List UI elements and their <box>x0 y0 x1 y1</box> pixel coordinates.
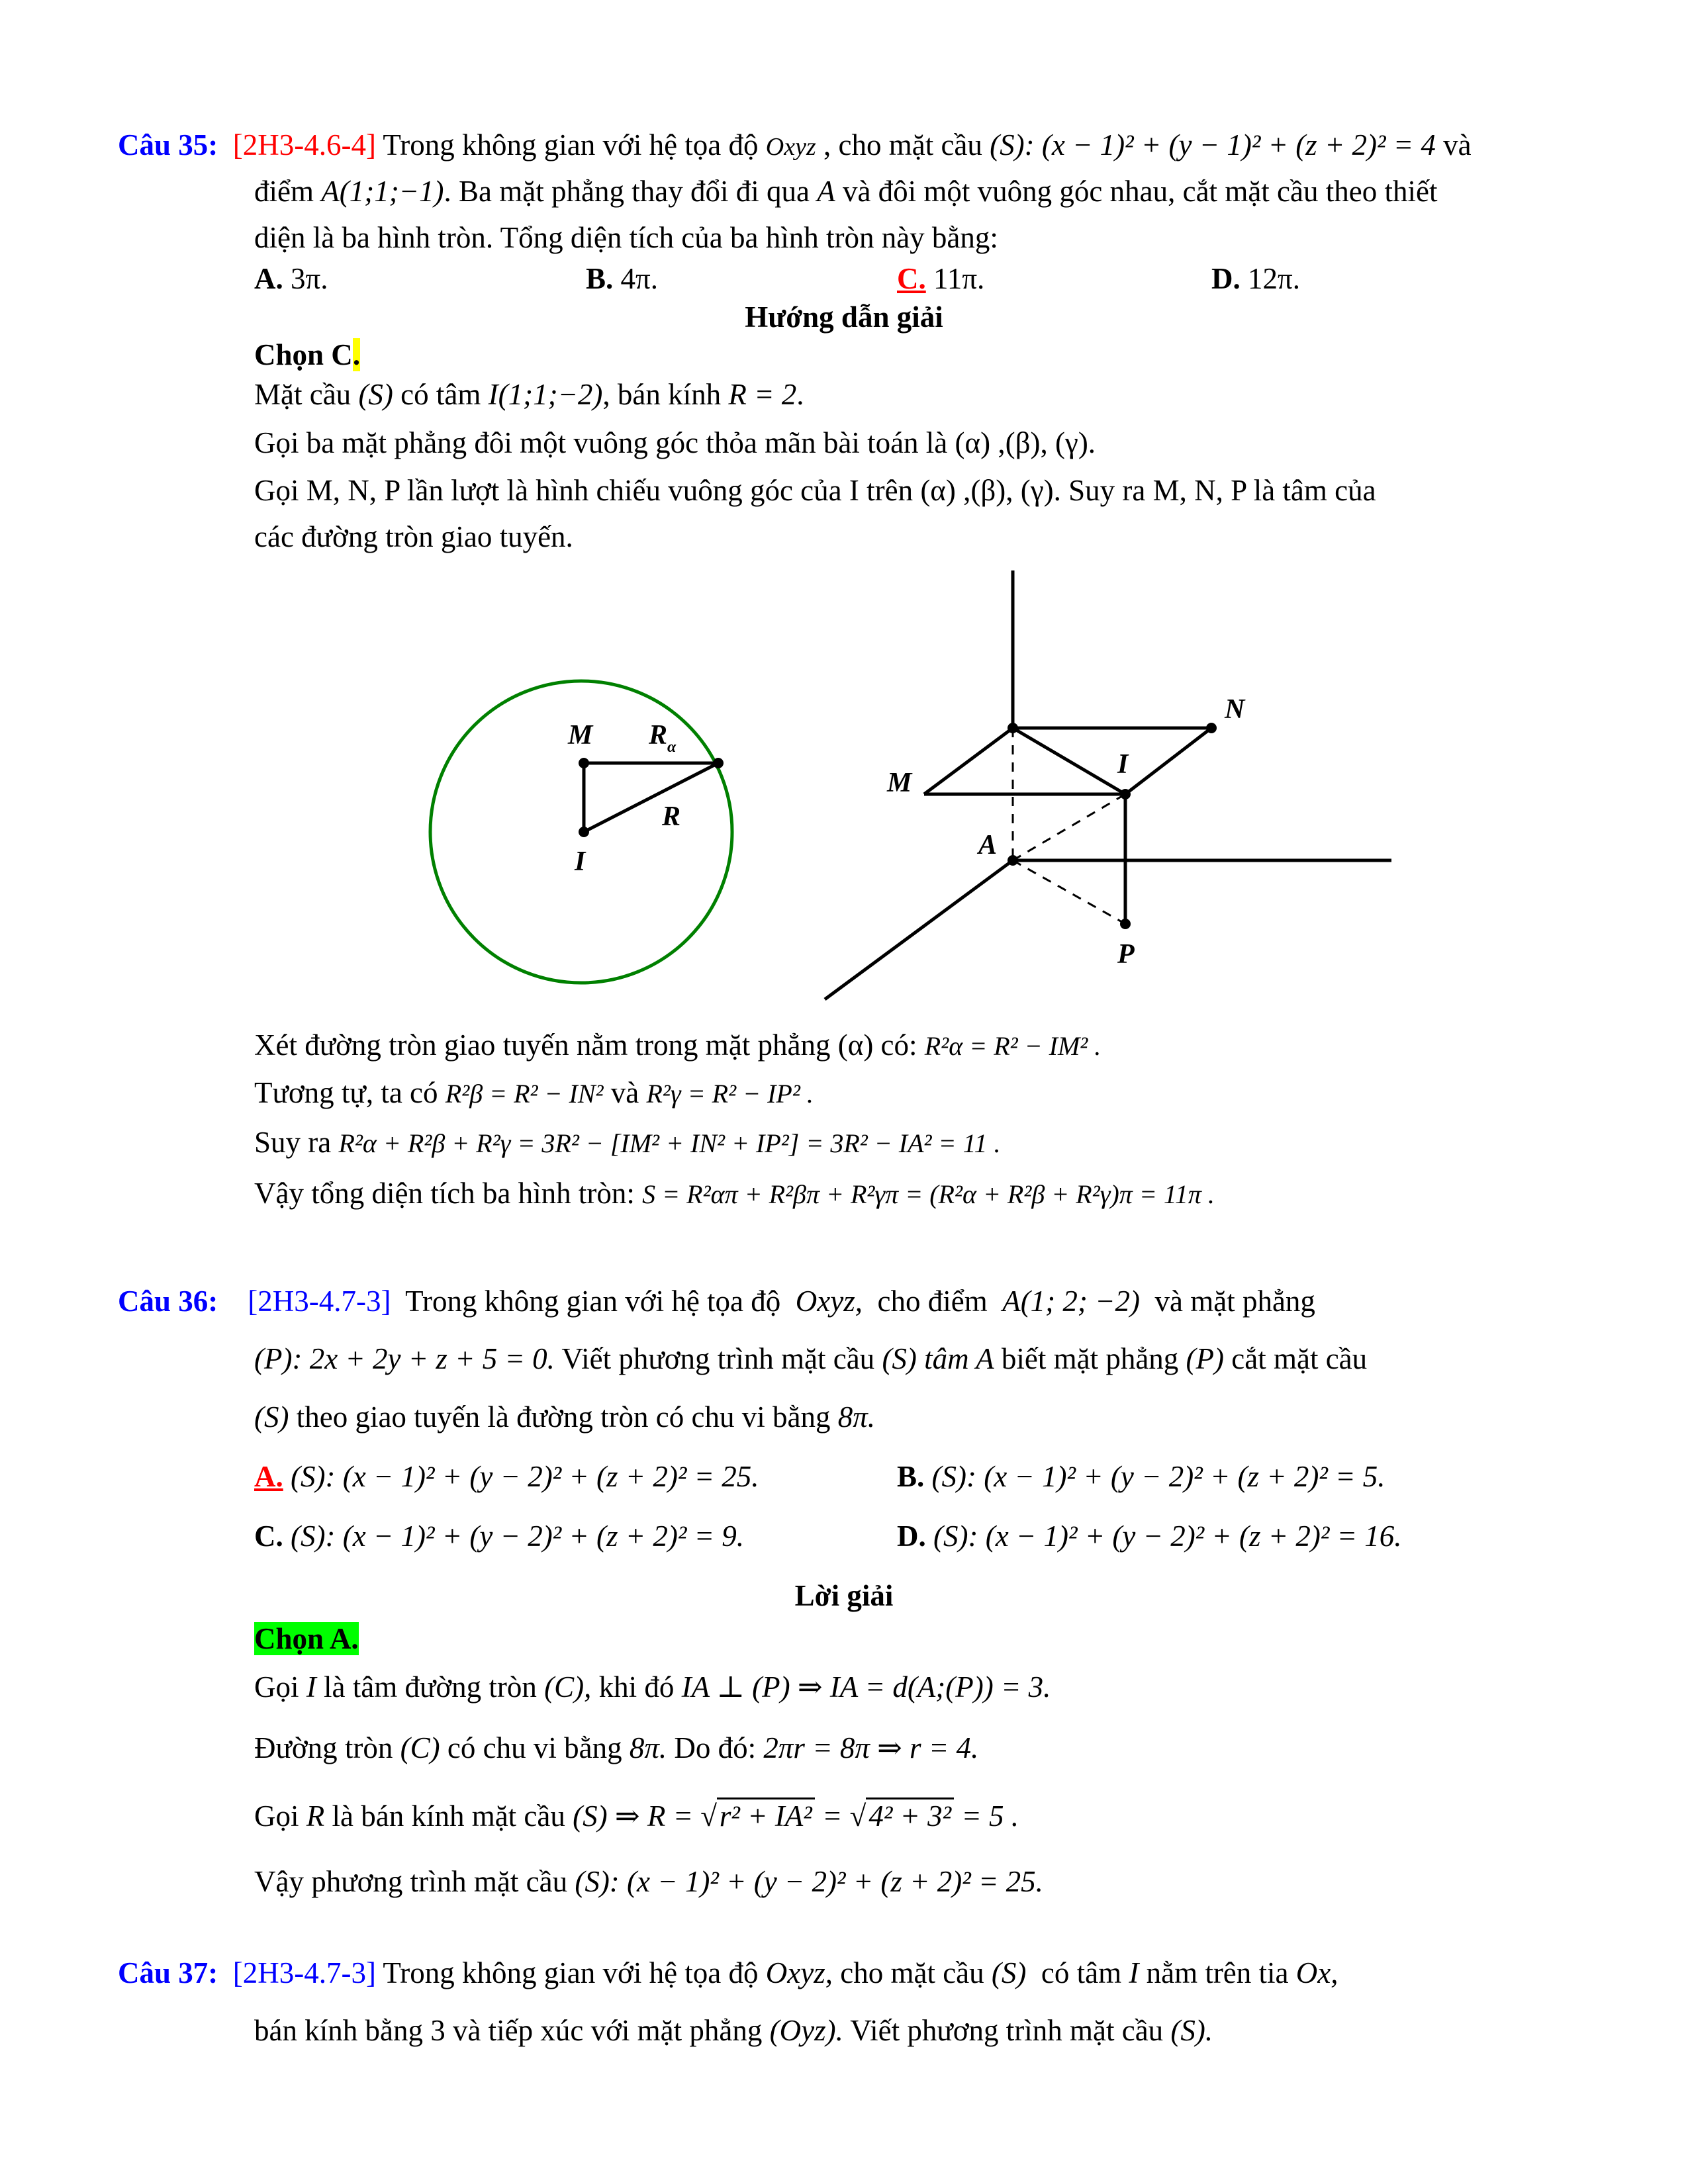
q37-text: có tâm <box>1041 1956 1122 1989</box>
q36-math: (S) <box>882 1342 917 1375</box>
q36-text: là bán kính mặt cầu <box>332 1799 565 1833</box>
option-value: (S): (x − 1)² + (y − 2)² + (z + 2)² = 9. <box>291 1520 744 1553</box>
q36-text: và mặt phẳng <box>1154 1285 1315 1318</box>
option-key-correct: A. <box>254 1460 283 1493</box>
q36-math: ⇒ R = <box>614 1799 693 1833</box>
q37-line2 <box>254 2010 1213 2052</box>
q37-text: cho mặt cầu <box>840 1956 984 1989</box>
label-i2: I <box>1117 749 1129 780</box>
q36-text: khi đó <box>598 1670 675 1704</box>
option-value: (S): (x − 1)² + (y − 2)² + (z + 2)² = 5. <box>931 1460 1385 1493</box>
q35-sol4: các đường tròn giao tuyến. <box>254 520 573 553</box>
segment-n-i <box>1125 728 1211 794</box>
label-r: R <box>662 801 681 832</box>
q36-math: (S) <box>254 1400 289 1433</box>
q36-sol3: Gọi R là bán kính mặt cầu (S) ⇒ R = √r² + IA² = √4² + 3² = 5 . <box>254 1796 1019 1837</box>
q35-radius: R = 2 <box>728 378 797 411</box>
q35-math: R²α + R²β + R²γ = 3R² − [IM² + IN² + IP²] = 3R² − IA² = 11 . <box>338 1128 1001 1158</box>
option-value: 4π. <box>620 262 658 295</box>
q37-math: (S). <box>1170 2014 1213 2047</box>
q35-text: Trong không gian với hệ tọa độ <box>383 128 759 161</box>
q35-text: và <box>1443 128 1472 161</box>
q36-sol4 <box>254 1861 1043 1903</box>
q36-line3 <box>254 1396 875 1438</box>
q35-figure <box>0 0 1688 1032</box>
axis-diagonal <box>825 860 1013 999</box>
q36-sol2 <box>254 1727 978 1769</box>
q36-math: tâm A <box>924 1342 994 1375</box>
q36-text: biết mặt phẳng <box>1001 1342 1179 1375</box>
q35-math: S = R²απ + R²βπ + R²γπ = (R²α + R²β + R²γ)π = 11π . <box>642 1179 1215 1209</box>
option-key: B. <box>897 1460 925 1493</box>
q35-sol3: Gọi M, N, P lần lượt là hình chiếu vuông góc của I trên (α) ,(β), (γ). Suy ra M, N, P là tâm của <box>254 474 1376 507</box>
q36-math: I <box>306 1670 316 1704</box>
q36-text: cho điểm <box>877 1285 988 1318</box>
segment-top-i <box>1013 728 1125 794</box>
q36-tag: [2H3-4.7-3] <box>248 1285 391 1318</box>
q35-line3: diện là ba hình tròn. Tổng diện tích của ba hình tròn này bằng: <box>254 221 998 254</box>
q35-text: Mặt cầu <box>254 378 352 411</box>
option-value: (S): (x − 1)² + (y − 2)² + (z + 2)² = 16. <box>933 1520 1402 1553</box>
q36-option-d <box>897 1516 1402 1557</box>
q35-guide-title: Hướng dẫn giải <box>745 300 943 334</box>
choose-text: Chọn C. <box>254 338 361 371</box>
q37-line1 <box>118 1952 1338 1994</box>
q36-line1 <box>118 1281 1315 1322</box>
q36-choose <box>254 1618 359 1660</box>
choose-text: Chọn A. <box>254 1622 359 1655</box>
option-key: B. <box>586 262 614 295</box>
q36-math: (C), <box>544 1670 592 1704</box>
q35-sol2: Gọi ba mặt phẳng đôi một vuông góc thỏa mãn bài toán là (α) ,(β), (γ). <box>254 426 1096 459</box>
option-key: A. <box>254 262 283 295</box>
q35-text: Xét đường tròn giao tuyến nằm trong mặt phẳng (α) có: <box>254 1028 917 1062</box>
q36-text: Viết phương trình mặt cầu <box>561 1342 875 1375</box>
option-value: 12π. <box>1248 262 1300 295</box>
q37-label: Câu 37: <box>118 1956 218 1989</box>
point-edge-dot <box>713 758 724 768</box>
label-p: P <box>1117 939 1135 970</box>
q35-text: Suy ra <box>254 1126 332 1159</box>
q35-math: R²α = R² − IM² . <box>924 1031 1102 1061</box>
label-a: A <box>978 830 998 860</box>
q35-point-a: A(1;1;−1) <box>321 175 444 208</box>
q36-math: (S) <box>573 1799 608 1833</box>
q35-math: R²γ = R² − IP² . <box>646 1079 814 1109</box>
segment-top-m <box>924 728 1013 794</box>
q35-text: . <box>796 378 804 411</box>
q36-text: Đường tròn <box>254 1731 393 1764</box>
q35-text: Tương tự, ta có <box>254 1076 438 1109</box>
point-m-dot <box>579 758 589 768</box>
q36-text: Do đó: <box>674 1731 757 1764</box>
option-key: D. <box>1211 262 1241 295</box>
q36-plane: (P): 2x + 2y + z + 5 = 0. <box>254 1342 555 1375</box>
q36-text: có chu vi bằng <box>447 1731 622 1764</box>
q36-text: Gọi <box>254 1670 299 1704</box>
q36-oxyz: Oxyz, <box>795 1285 863 1318</box>
q35-oxyz: Oxyz <box>765 133 816 161</box>
q37-text: Viết phương trình mặt cầu <box>850 2014 1164 2047</box>
q36-line2 <box>254 1338 1367 1380</box>
q36-text: Vậy phương trình mặt cầu <box>254 1865 568 1898</box>
label-m2: M <box>887 768 912 798</box>
dashed-a-p <box>1013 860 1125 924</box>
choose-highlight: . <box>352 338 361 371</box>
point-n-dot <box>1206 723 1217 733</box>
q37-math: I <box>1129 1956 1139 1989</box>
q36-sol1 <box>254 1666 1051 1708</box>
q35-sol5 <box>254 1024 1101 1066</box>
q35-point-label: A <box>817 175 835 208</box>
dashed-a-i <box>1013 794 1125 860</box>
q37-math: (Oyz). <box>769 2014 843 2047</box>
option-value: (S): (x − 1)² + (y − 2)² + (z + 2)² = 25. <box>291 1460 759 1493</box>
q36-math: = <box>821 1799 843 1833</box>
q37-tag: [2H3-4.7-3] <box>232 1956 376 1989</box>
q37-text: và tiếp xúc với mặt phẳng <box>452 2014 763 2047</box>
q37-math: 3 <box>430 2014 445 2047</box>
q35-text: , cho mặt cầu <box>823 128 982 161</box>
q36-math: 8π. <box>837 1400 876 1433</box>
q35-math: R²β = R² − IN² <box>445 1079 604 1109</box>
option-key-correct: C. <box>897 262 926 295</box>
point-p-dot <box>1120 919 1131 929</box>
q36-math: (P) <box>1186 1342 1225 1375</box>
q37-oxyz: Oxyz, <box>765 1956 833 1989</box>
q35-sol6 <box>254 1072 814 1114</box>
point-top-dot <box>1008 723 1018 733</box>
q36-option-a <box>254 1456 759 1498</box>
q35-text: , bán kính <box>602 378 722 411</box>
q36-math: 8π. <box>629 1731 667 1764</box>
option-value: 3π. <box>291 262 328 295</box>
q36-label: Câu 36: <box>118 1285 218 1318</box>
q37-math: Ox, <box>1295 1956 1338 1989</box>
q35-math: (S) <box>358 378 393 411</box>
q36-text: là tâm đường tròn <box>324 1670 537 1704</box>
q35-label: Câu 35: <box>118 128 218 161</box>
label-i: I <box>575 846 586 877</box>
option-value: 11π. <box>933 262 985 295</box>
q36-solution-title: Lời giải <box>794 1579 894 1612</box>
q35-text: có tâm <box>400 378 481 411</box>
q35-tag: [2H3-4.6-4] <box>232 128 376 161</box>
q36-math: (C) <box>400 1731 440 1764</box>
q35-text: điểm <box>254 175 314 208</box>
label-m: M <box>568 720 593 751</box>
q36-sqrt-term: r² + IA² <box>717 1797 815 1833</box>
q36-text: theo giao tuyến là đường tròn có chu vi bằng <box>296 1400 831 1433</box>
q36-math: IA ⊥ (P) ⇒ IA = d(A;(P)) = 3. <box>681 1670 1051 1704</box>
q35-sol8 <box>254 1173 1215 1214</box>
q36-math: R <box>306 1799 325 1833</box>
q35-sphere-equation: (S): (x − 1)² + (y − 1)² + (z + 2)² = 4 <box>990 128 1436 161</box>
q36-text: Gọi <box>254 1799 299 1833</box>
q37-text: bán kính bằng <box>254 2014 423 2047</box>
q36-text: Trong không gian với hệ tọa độ <box>405 1285 781 1318</box>
q36-math: (S): <box>575 1865 620 1898</box>
option-key: D. <box>897 1520 926 1553</box>
point-i-dot <box>579 827 589 837</box>
q35-text: . Ba mặt phẳng thay đổi đi qua <box>444 175 810 208</box>
q35-text: và đôi một vuông góc nhau, cắt mặt cầu theo thiết <box>842 175 1438 208</box>
q37-text: Trong không gian với hệ tọa độ <box>383 1956 759 1989</box>
q36-option-c <box>254 1516 744 1557</box>
q36-math: 2πr = 8π ⇒ r = 4. <box>763 1731 979 1764</box>
point-i2-dot <box>1120 789 1131 799</box>
label-alpha-sub: α <box>667 739 677 756</box>
q36-point: A(1; 2; −2) <box>1002 1285 1140 1318</box>
q35-text: Vậy tổng diện tích ba hình tròn: <box>254 1177 635 1210</box>
point-a-dot <box>1008 855 1018 866</box>
q35-sol7 <box>254 1122 1001 1163</box>
q35-text: và <box>610 1076 639 1109</box>
option-key: C. <box>254 1520 283 1553</box>
q36-option-b <box>897 1456 1385 1498</box>
q37-math: (S) <box>991 1956 1027 1989</box>
q37-text: nằm trên tia <box>1146 1956 1289 1989</box>
q36-sqrt-term: 4² + 3² <box>866 1797 954 1833</box>
label-r-alpha: R <box>649 720 668 751</box>
q35-center: I(1;1;−2) <box>488 378 603 411</box>
label-n: N <box>1225 694 1245 725</box>
q36-text: cắt mặt cầu <box>1231 1342 1368 1375</box>
q36-math: = 5 . <box>961 1799 1019 1833</box>
segment-i-edge <box>584 763 718 832</box>
q36-math: (x − 1)² + (y − 2)² + (z + 2)² = 25. <box>627 1865 1043 1898</box>
